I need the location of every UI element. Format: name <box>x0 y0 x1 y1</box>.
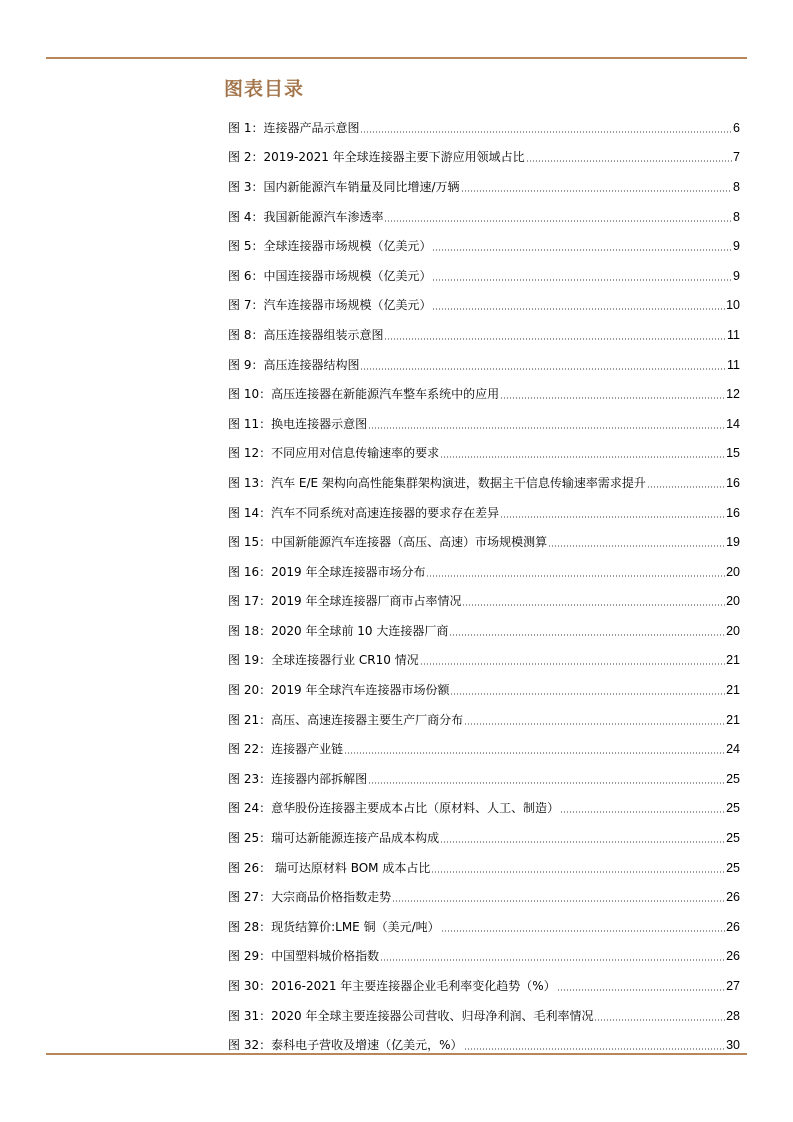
toc-entry-page: 24 <box>726 742 740 757</box>
toc-entry[interactable] <box>228 320 740 350</box>
dot-leader <box>500 516 725 518</box>
toc-entry-page: 21 <box>726 712 740 727</box>
toc-entry-page: 20 <box>726 594 740 609</box>
dot-leader <box>368 427 725 429</box>
footer-rule <box>46 1053 747 1055</box>
toc-entry-page: 20 <box>726 623 740 638</box>
toc-entry[interactable] <box>228 172 740 202</box>
toc-entry[interactable] <box>228 113 740 143</box>
dot-leader <box>461 190 733 192</box>
toc-entry[interactable] <box>228 291 740 321</box>
toc-entry-label: 图 17：2019 年全球连接器厂商市占率情况 <box>228 594 462 609</box>
toc-entry-label: 图 19：全球连接器行业 CR10 情况 <box>228 653 419 668</box>
toc-entry-page: 14 <box>726 416 740 431</box>
dot-leader <box>449 634 725 636</box>
dot-leader <box>360 131 732 133</box>
dot-leader <box>557 989 725 991</box>
dot-leader <box>647 486 725 488</box>
dot-leader <box>440 841 725 843</box>
toc-entry[interactable] <box>228 764 740 794</box>
toc-entry-page: 9 <box>733 268 740 283</box>
dot-leader <box>450 693 725 695</box>
toc-entry-label: 图 14：汽车不同系统对高速连接器的要求存在差异 <box>228 505 500 520</box>
toc-entry-page: 21 <box>726 683 740 698</box>
toc-entry-label: 图 5：全球连接器市场规模（亿美元） <box>228 239 432 254</box>
toc-entry[interactable] <box>228 439 740 469</box>
toc-entry[interactable] <box>228 379 740 409</box>
toc-entry[interactable] <box>228 646 740 676</box>
dot-leader <box>526 160 732 162</box>
toc-entry[interactable] <box>228 1001 740 1031</box>
toc-entry-page: 8 <box>733 179 740 194</box>
toc-entry-page: 16 <box>726 475 740 490</box>
toc-entry[interactable] <box>228 912 740 942</box>
toc-entry-page: 25 <box>726 860 740 875</box>
toc-entry-label: 图 20：2019 年全球汽车连接器市场份额 <box>228 683 450 698</box>
dot-leader <box>500 397 725 399</box>
toc-entry-label: 图 15：中国新能源汽车连接器（高压、高速）市场规模测算 <box>228 535 548 550</box>
toc-entry[interactable] <box>228 350 740 380</box>
toc-entry-page: 30 <box>726 1038 740 1053</box>
toc-entry-label: 图 25：瑞可达新能源连接产品成本构成 <box>228 831 440 846</box>
toc-entry[interactable] <box>228 971 740 1001</box>
dot-leader <box>440 456 725 458</box>
toc-entry[interactable] <box>228 261 740 291</box>
toc-entry-label: 图 29：中国塑料城价格指数 <box>228 949 380 964</box>
toc-entry[interactable] <box>228 882 740 912</box>
dot-leader <box>464 723 725 725</box>
toc-entry-page: 28 <box>726 1008 740 1023</box>
toc-entry-page: 26 <box>726 890 740 905</box>
toc-entry-page: 11 <box>727 357 740 372</box>
toc-entry[interactable] <box>228 202 740 232</box>
page-title: 图表目录 <box>224 78 305 100</box>
toc-entry[interactable] <box>228 616 740 646</box>
dot-leader <box>384 220 732 222</box>
dot-leader <box>432 308 725 310</box>
dot-leader <box>344 752 725 754</box>
toc-entry-page: 25 <box>726 801 740 816</box>
toc-entry-page: 27 <box>726 979 740 994</box>
dot-leader <box>560 811 725 813</box>
dot-leader <box>462 604 725 606</box>
dot-leader <box>420 663 725 665</box>
toc-entry-label: 图 8：高压连接器组装示意图 <box>228 327 384 342</box>
toc-entry-page: 9 <box>733 239 740 254</box>
dot-leader <box>426 575 725 577</box>
dot-leader <box>368 782 725 784</box>
table-of-figures <box>228 113 740 1060</box>
toc-entry[interactable] <box>228 1030 740 1060</box>
toc-entry[interactable] <box>228 853 740 883</box>
toc-entry-label: 图 7：汽车连接器市场规模（亿美元） <box>228 298 432 313</box>
toc-entry-page: 26 <box>726 919 740 934</box>
toc-entry-page: 7 <box>733 150 740 165</box>
toc-entry[interactable] <box>228 557 740 587</box>
dot-leader <box>380 959 725 961</box>
toc-entry-page: 26 <box>726 949 740 964</box>
toc-entry-label: 图 27：大宗商品价格指数走势 <box>228 890 392 905</box>
toc-entry[interactable] <box>228 409 740 439</box>
toc-entry-page: 6 <box>733 120 740 135</box>
toc-entry[interactable] <box>228 675 740 705</box>
toc-entry-label: 图 12：不同应用对信息传输速率的要求 <box>228 446 440 461</box>
dot-leader <box>432 279 732 281</box>
toc-entry-page: 11 <box>727 327 740 342</box>
dot-leader <box>441 930 725 932</box>
toc-entry-label: 图 24：意华股份连接器主要成本占比（原材料、人工、制造） <box>228 801 560 816</box>
toc-entry-label: 图 32：泰科电子营收及增速（亿美元，%） <box>228 1038 463 1053</box>
header-rule <box>46 57 747 59</box>
toc-entry-label: 图 18：2020 年全球前 10 大连接器厂商 <box>228 623 449 638</box>
toc-entry-label: 图 9：高压连接器结构图 <box>228 357 360 372</box>
toc-entry-label: 图 11：换电连接器示意图 <box>228 416 368 431</box>
toc-entry-label: 图 22：连接器产业链 <box>228 742 344 757</box>
toc-entry[interactable] <box>228 498 740 528</box>
toc-entry-page: 25 <box>726 831 740 846</box>
toc-entry[interactable] <box>228 705 740 735</box>
toc-entry-label: 图 6：中国连接器市场规模（亿美元） <box>228 268 432 283</box>
toc-entry[interactable] <box>228 794 740 824</box>
toc-entry-label: 图 28：现货结算价:LME 铜（美元/吨） <box>228 919 440 934</box>
dot-leader <box>384 338 726 340</box>
toc-entry[interactable] <box>228 468 740 498</box>
toc-entry-label: 图 23：连接器内部拆解图 <box>228 771 368 786</box>
toc-entry[interactable] <box>228 587 740 617</box>
toc-entry-label: 图 10：高压连接器在新能源汽车整车系统中的应用 <box>228 387 500 402</box>
toc-entry-label: 图 16：2019 年全球连接器市场分布 <box>228 564 426 579</box>
toc-entry-page: 10 <box>726 298 740 313</box>
toc-entry-page: 21 <box>726 653 740 668</box>
toc-entry-label: 图 2：2019-2021 年全球连接器主要下游应用领域占比 <box>228 150 525 165</box>
dot-leader <box>392 900 725 902</box>
toc-entry-label: 图 1：连接器产品示意图 <box>228 120 360 135</box>
dot-leader <box>431 871 725 873</box>
toc-entry[interactable] <box>228 231 740 261</box>
toc-entry-label: 图 4：我国新能源汽车渗透率 <box>228 209 384 224</box>
toc-entry-page: 16 <box>726 505 740 520</box>
toc-entry-label: 图 31：2020 年全球主要连接器公司营收、归母净利润、毛利率情况 <box>228 1008 594 1023</box>
toc-entry-page: 20 <box>726 564 740 579</box>
toc-entry-label: 图 21：高压、高速连接器主要生产厂商分布 <box>228 712 464 727</box>
toc-entry-label: 图 13：汽车 E/E 架构向高性能集群架构演进，数据主干信息传输速率需求提升 <box>228 475 646 490</box>
toc-entry-page: 12 <box>726 387 740 402</box>
toc-entry-label: 图 26： 瑞可达原材料 BOM 成本占比 <box>228 860 431 875</box>
dot-leader <box>360 368 726 370</box>
toc-entry[interactable] <box>228 823 740 853</box>
toc-entry-page: 15 <box>726 446 740 461</box>
toc-entry-label: 图 3：国内新能源汽车销量及同比增速/万辆 <box>228 179 460 194</box>
toc-entry[interactable] <box>228 527 740 557</box>
toc-entry-page: 25 <box>726 771 740 786</box>
dot-leader <box>464 1048 726 1050</box>
toc-entry[interactable] <box>228 942 740 972</box>
toc-entry-page: 19 <box>726 535 740 550</box>
toc-entry-label: 图 30：2016-2021 年主要连接器企业毛利率变化趋势（%） <box>228 979 556 994</box>
toc-entry[interactable] <box>228 143 740 173</box>
dot-leader <box>548 545 725 547</box>
toc-entry[interactable] <box>228 734 740 764</box>
toc-entry-page: 8 <box>733 209 740 224</box>
dot-leader <box>432 249 732 251</box>
dot-leader <box>594 1019 725 1021</box>
